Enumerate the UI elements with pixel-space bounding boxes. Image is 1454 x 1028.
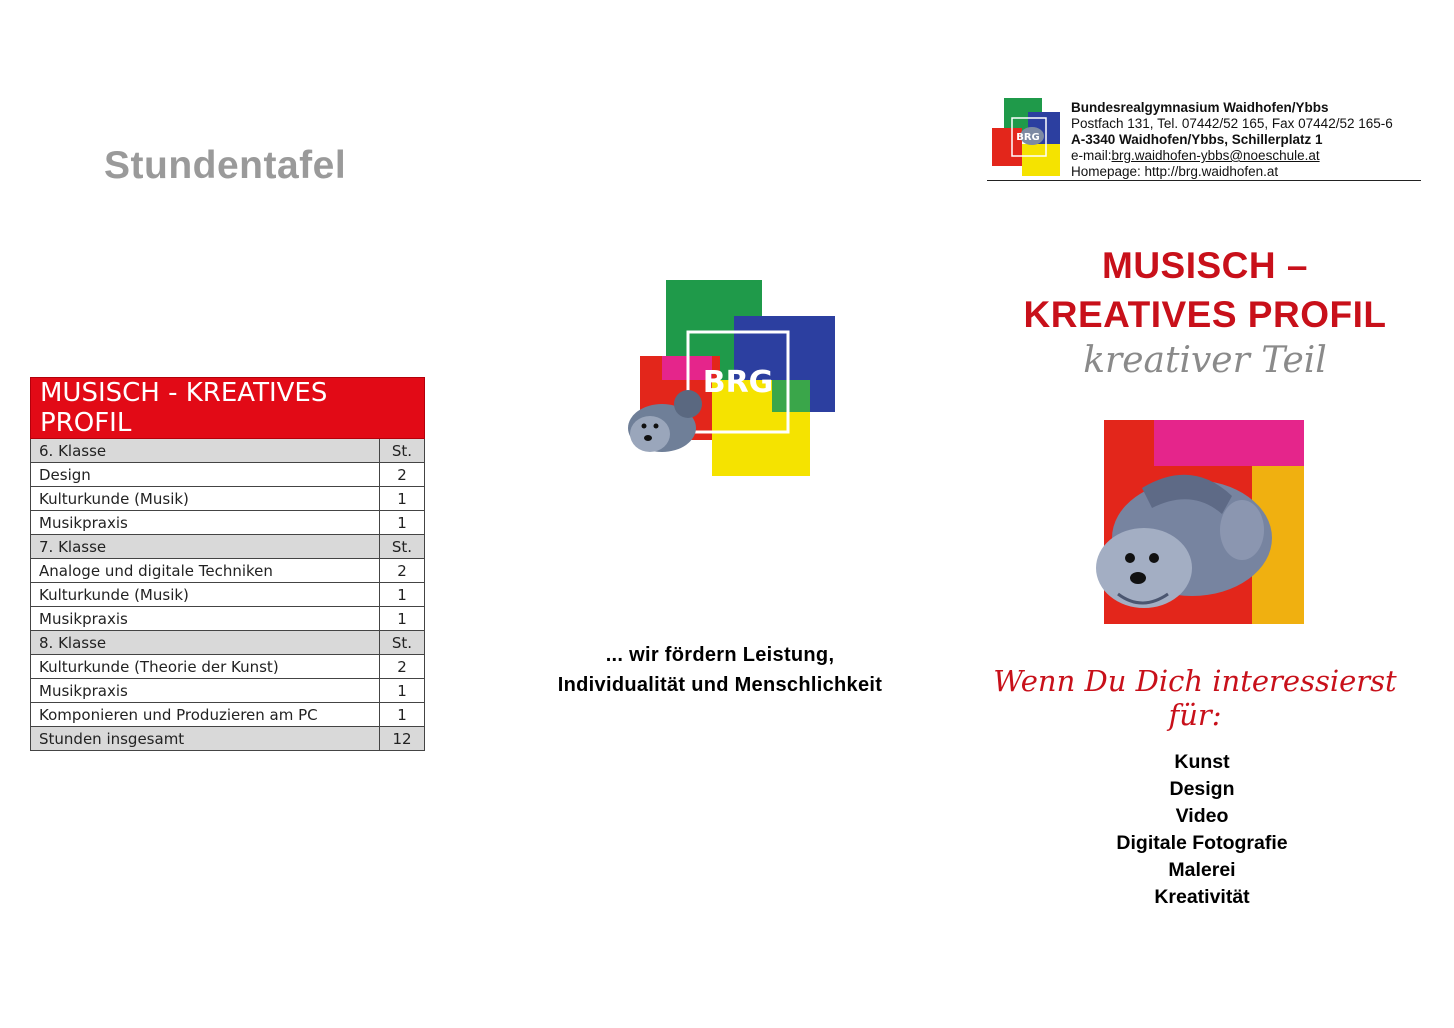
email-link[interactable]: brg.waidhofen-ybbs@noeschule.at bbox=[1111, 148, 1320, 163]
logo-text: BRG bbox=[702, 365, 774, 400]
interest-heading: Wenn Du Dich interessierst für: bbox=[993, 664, 1397, 732]
interest-item: Design bbox=[1169, 778, 1235, 800]
schedule-table bbox=[30, 377, 425, 751]
profile-title-line-2: KREATIVES PROFIL bbox=[1023, 294, 1387, 335]
brg-school-logo bbox=[622, 276, 838, 480]
row-hours: 2 bbox=[380, 559, 425, 583]
subject-row bbox=[31, 463, 425, 487]
page-title: Stundentafel bbox=[104, 144, 347, 187]
profile-title-line-1: MUSISCH – bbox=[1102, 245, 1308, 286]
row-label: Analoge und digitale Techniken bbox=[31, 559, 380, 583]
interest-item: Digitale Fotografie bbox=[1116, 832, 1288, 854]
street-line: A-3340 Waidhofen/Ybbs, Schillerplatz 1 bbox=[1071, 132, 1323, 147]
row-label: 6. Klasse bbox=[31, 439, 380, 463]
interest-item: Video bbox=[1175, 805, 1229, 827]
schedule-table-header-row bbox=[31, 378, 425, 439]
header-logo-text: BRG bbox=[1016, 132, 1040, 143]
row-label: 7. Klasse bbox=[31, 535, 380, 559]
subject-row bbox=[31, 655, 425, 679]
row-label: Kulturkunde (Musik) bbox=[31, 583, 380, 607]
row-label: Kulturkunde (Musik) bbox=[31, 487, 380, 511]
slogan-line-2: Individualität und Menschlichkeit bbox=[557, 674, 883, 696]
grade-row bbox=[31, 535, 425, 559]
row-label: Kulturkunde (Theorie der Kunst) bbox=[31, 655, 380, 679]
row-label: Musikpraxis bbox=[31, 511, 380, 535]
postal-line: Postfach 131, Tel. 07442/52 165, Fax 07442/52 165-6 bbox=[1071, 116, 1393, 131]
row-hours: 1 bbox=[380, 607, 425, 631]
row-hours: 2 bbox=[380, 655, 425, 679]
row-hours: 2 bbox=[380, 463, 425, 487]
header-divider bbox=[987, 180, 1421, 181]
email-label: e-mail: bbox=[1071, 148, 1112, 163]
interest-item: Malerei bbox=[1168, 859, 1236, 881]
subject-row bbox=[31, 559, 425, 583]
row-label: Stunden insgesamt bbox=[31, 727, 380, 751]
row-label: Komponieren und Produzieren am PC bbox=[31, 703, 380, 727]
interest-item: Kreativität bbox=[1154, 886, 1250, 908]
interest-list bbox=[1000, 749, 1404, 911]
brg-header-logo bbox=[992, 98, 1062, 178]
row-label: Design bbox=[31, 463, 380, 487]
subject-row bbox=[31, 487, 425, 511]
row-hours: 1 bbox=[380, 583, 425, 607]
row-hours: 1 bbox=[380, 511, 425, 535]
row-label: Musikpraxis bbox=[31, 679, 380, 703]
school-address-block bbox=[1071, 100, 1393, 180]
subject-row bbox=[31, 583, 425, 607]
schedule-table-body bbox=[31, 378, 425, 751]
subject-row bbox=[31, 679, 425, 703]
row-hours: 12 bbox=[380, 727, 425, 751]
profile-subtitle: kreativer Teil bbox=[1083, 340, 1327, 381]
total-row bbox=[31, 727, 425, 751]
schedule-table-header: MUSISCH - KREATIVES PROFIL bbox=[31, 378, 425, 439]
row-hours: St. bbox=[380, 439, 425, 463]
email-line bbox=[1071, 148, 1393, 164]
row-hours: 1 bbox=[380, 679, 425, 703]
subject-row bbox=[31, 511, 425, 535]
row-label: Musikpraxis bbox=[31, 607, 380, 631]
grade-row bbox=[31, 439, 425, 463]
row-hours: St. bbox=[380, 535, 425, 559]
grade-row bbox=[31, 631, 425, 655]
school-name: Bundesrealgymnasium Waidhofen/Ybbs bbox=[1071, 100, 1329, 115]
row-hours: St. bbox=[380, 631, 425, 655]
row-label: 8. Klasse bbox=[31, 631, 380, 655]
homepage-line: Homepage: http://brg.waidhofen.at bbox=[1071, 164, 1279, 179]
school-slogan bbox=[520, 640, 920, 700]
interest-item: Kunst bbox=[1174, 751, 1230, 773]
subject-row bbox=[31, 703, 425, 727]
subject-row bbox=[31, 607, 425, 631]
row-hours: 1 bbox=[380, 703, 425, 727]
row-hours: 1 bbox=[380, 487, 425, 511]
profile-title bbox=[990, 241, 1420, 339]
slogan-line-1: ... wir fördern Leistung, bbox=[605, 644, 835, 666]
profile-illustration bbox=[1082, 418, 1308, 626]
